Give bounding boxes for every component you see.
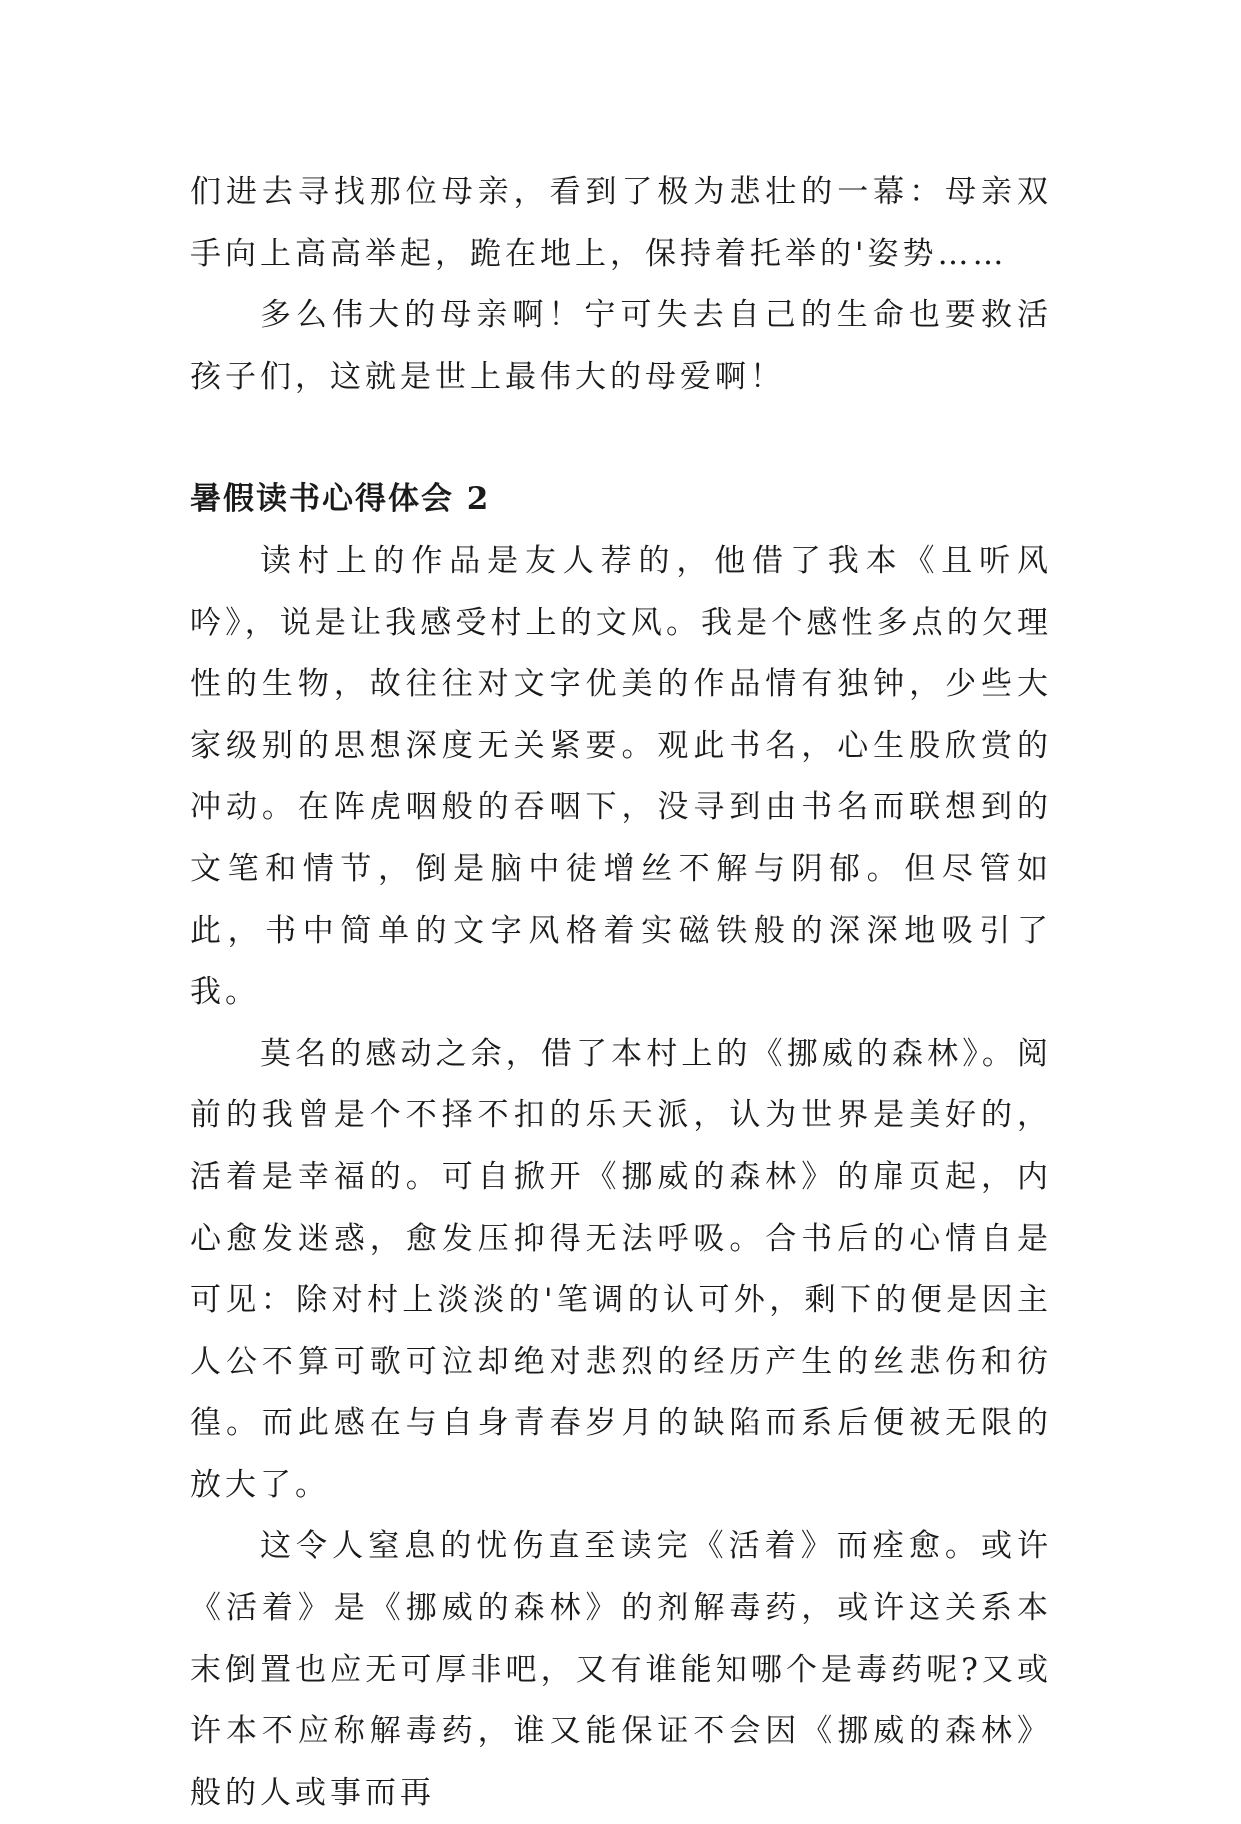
paragraph-reading-murakami: 读村上的作品是友人荐的，他借了我本《且听风吟》，说是让我感受村上的文风。我是个感性多点的欠理性的生物，故往往对文字优美的作品情有独钟，少些大家级别的思想深度无关紧要。观此书名，心生股欣赏的冲动。在阵虎咽般的吞咽下，没寻到由书名而联想到的文笔和情节，倒是脑中徒增丝不解与阴郁。但尽管如此，书中简单的文字风格着实磁铁般的深深地吸引了我。 <box>190 542 1052 1011</box>
paragraph-mother-love: 多么伟大的母亲啊！宁可失去自己的生命也要救活孩子们，这就是世上最伟大的母爱啊！ <box>190 297 1052 395</box>
paragraph-norwegian-wood: 莫名的感动之余，借了本村上的《挪威的森林》。阅前的我曾是个不择不扣的乐天派，认为世界是美好的，活着是幸福的。可自掀开《挪威的森林》的扉页起，内心愈发迷惑，愈发压抑得无法呼吸。合书后的心情自是可见：除对村上淡淡的'笔调的认可外，剩下的便是因主人公不算可歌可泣却绝对悲烈的经历产生的丝悲伤和彷徨。而此感在与自身青春岁月的缺陷而系后便被无限的放大了。 <box>190 1035 1052 1503</box>
document-body <box>190 162 1052 1824</box>
paragraph-continued: 们进去寻找那位母亲，看到了极为悲壮的一幕：母亲双手向上高高举起，跪在地上，保持着托举的'姿势…… <box>190 174 1052 272</box>
paragraph-to-live: 这令人窒息的忧伤直至读完《活着》而痊愈。或许《活着》是《挪威的森林》的剂解毒药，或许这关系本末倒置也应无可厚非吧，又有谁能知哪个是毒药呢?又或许本不应称解毒药，谁又能保证不会因《挪威的森林》般的人或事而再 <box>190 1528 1052 1811</box>
section-title: 暑假读书心得体会 2 <box>190 481 491 518</box>
